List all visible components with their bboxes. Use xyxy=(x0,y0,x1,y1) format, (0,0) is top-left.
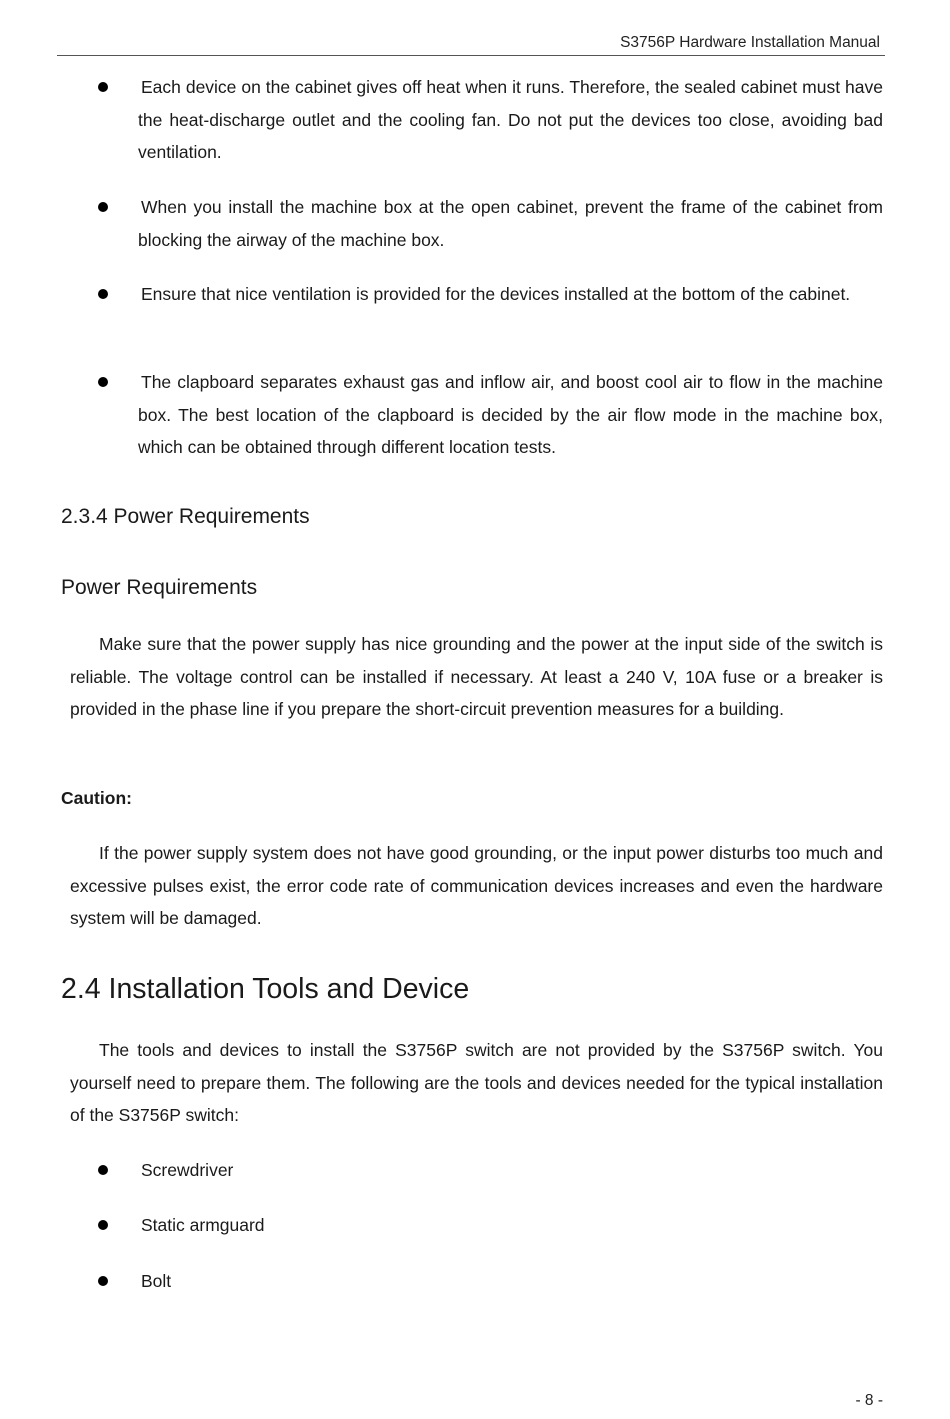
bullet-dot-icon xyxy=(98,1276,108,1286)
section-heading-2-3-4: 2.3.4 Power Requirements xyxy=(61,505,310,528)
bullet-dot-icon xyxy=(98,1165,108,1175)
bullet-item xyxy=(138,71,883,169)
page-number: - 8 - xyxy=(855,1392,883,1409)
section-heading-2-4: 2.4 Installation Tools and Device xyxy=(61,973,470,1005)
header-divider xyxy=(57,55,885,56)
installation-tools-paragraph: The tools and devices to install the S3756P switch are not provided by the S3756P switch. You yourself need to prepare them. The following are the tools and devices needed for the typical installation of the S3756P switch: xyxy=(70,1040,883,1125)
bullet-item xyxy=(138,366,883,464)
bullet-dot-icon xyxy=(98,202,108,212)
tool-name: Bolt xyxy=(141,1271,172,1291)
bullet-dot-icon xyxy=(98,289,108,299)
bullet-text: When you install the machine box at the open cabinet, prevent the frame of the cabinet from blocking the airway of the machine box. xyxy=(138,197,883,250)
bullet-text: Ensure that nice ventilation is provided for the devices installed at the bottom of the cabinet. xyxy=(141,284,851,304)
running-header: S3756P Hardware Installation Manual xyxy=(620,34,880,51)
bullet-text: The clapboard separates exhaust gas and inflow air, and boost cool air to flow in the machine box. The best location of the clapboard is decided by the air flow mode in the machine box, which can be obtained through different location tests. xyxy=(138,372,883,457)
tool-list-item xyxy=(138,1209,883,1242)
bullet-text: Each device on the cabinet gives off heat when it runs. Therefore, the sealed cabinet must have the heat-discharge outlet and the cooling fan. Do not put the devices too close, avoiding bad ventilation. xyxy=(138,77,883,162)
subheading-power-requirements: Power Requirements xyxy=(61,576,258,599)
bullet-item xyxy=(138,191,883,256)
tool-name: Static armguard xyxy=(141,1215,265,1235)
caution-label: Caution: xyxy=(61,788,132,808)
tool-name: Screwdriver xyxy=(141,1160,234,1180)
power-requirements-paragraph: Make sure that the power supply has nice grounding and the power at the input side of the switch is reliable. The voltage control can be installed if necessary. At least a 240 V, 10A fuse or a breaker is provided in the phase line if you prepare the short-circuit prevention measures for a building. xyxy=(70,634,883,719)
bullet-dot-icon xyxy=(98,82,108,92)
bullet-dot-icon xyxy=(98,1220,108,1230)
tool-list-item xyxy=(138,1265,883,1298)
bullet-item xyxy=(138,278,883,311)
tool-list-item xyxy=(138,1154,883,1187)
caution-paragraph: If the power supply system does not have good grounding, or the input power disturbs too much and excessive pulses exist, the error code rate of communication devices increases and even the hardware system will be damaged. xyxy=(70,843,883,928)
bullet-dot-icon xyxy=(98,377,108,387)
